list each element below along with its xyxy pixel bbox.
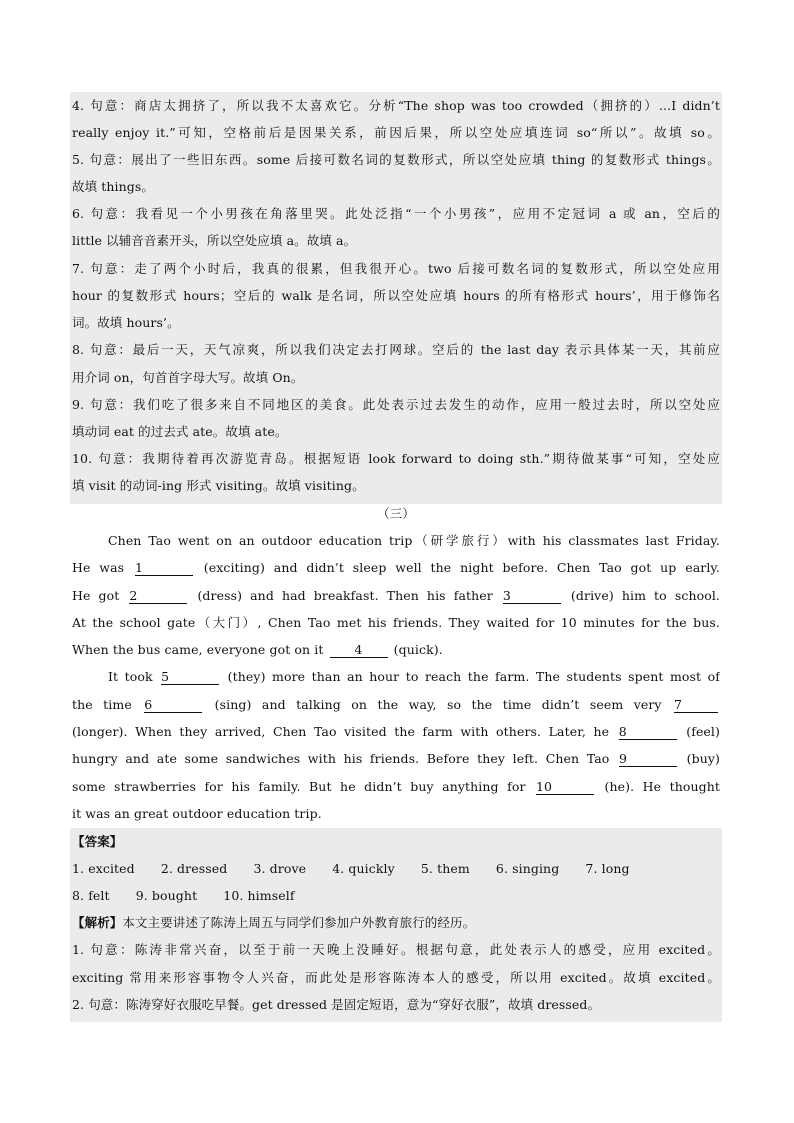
analysis-intro: 本文主要讲述了陈涛上周五与同学们参加户外教育旅行的经历。 [122, 915, 476, 930]
passage-line [72, 582, 720, 609]
passage-text: (they) more than an hour to reach the farm. The students spent most of [227, 669, 720, 684]
answer-item: 1. excited [72, 861, 135, 876]
analysis-intro-line [72, 909, 720, 936]
explanation-line: 5. 句意：展出了一些旧东西。some 后接可数名词的复数形式，所以空处应填 thing 的复数形式 things。 [72, 152, 720, 167]
passage-text: He got [72, 588, 120, 603]
passage-line: it was an great outdoor education trip. [72, 806, 322, 821]
passage-text: It took [108, 669, 153, 684]
passage-line [72, 718, 720, 745]
passage-text: (sing) and talking on the way, so the time didn’t seem very [214, 697, 662, 712]
answer-heading: 【答案】 [72, 834, 123, 849]
answer-item: 10. himself [223, 888, 295, 903]
explanation-line: 填 visit 的动词-ing 形式 visiting。故填 visiting。 [72, 478, 365, 493]
passage-text: (dress) and had breakfast. Then his father [197, 588, 493, 603]
analysis-line: 1. 句意：陈涛非常兴奋，以至于前一天晚上没睡好。根据句意，此处表示人的感受，应用 excited。 [72, 942, 720, 957]
blank-6: 6 [144, 698, 202, 713]
blank-7: 7 [674, 698, 718, 713]
blank-8: 8 [619, 725, 677, 740]
answer-item: 9. bought [135, 888, 198, 903]
passage-text: (quick). [393, 642, 443, 657]
passage-line [72, 663, 720, 690]
answer-item: 6. singing [495, 861, 560, 876]
passage-text: (exciting) and didn’t sleep well the night before. Chen Tao got up early. [203, 560, 720, 575]
analysis-line: exciting 常用来形容事物令人兴奋，而此处是形容陈涛本人的感受，所以用 excited。故填 excited。 [72, 970, 720, 985]
blank-10: 10 [536, 780, 594, 795]
passage-text: He was [72, 560, 125, 575]
passage-text: (longer). When they arrived, Chen Tao visited the farm with others. Later, he [72, 724, 610, 739]
answer-item: 4. quickly [332, 861, 395, 876]
explanation-line: 词。故填 hours’。 [72, 315, 180, 330]
blank-5: 5 [161, 670, 219, 685]
answer-item: 2. dressed [160, 861, 228, 876]
answers-row [72, 882, 720, 909]
blank-1: 1 [135, 561, 193, 576]
explanation-line: 用介词 on，句首首字母大写。故填 On。 [72, 370, 304, 385]
passage-line [72, 745, 720, 772]
passage-text: (feel) [686, 724, 720, 739]
answer-item: 8. felt [72, 888, 110, 903]
passage-line: Chen Tao went on an outdoor education trip（研学旅行）with his classmates last Friday. [108, 533, 720, 548]
passage-line [72, 554, 720, 581]
section-title: （三） [377, 506, 415, 521]
explanation-line: 6. 句意：我看见一个小男孩在角落里哭。此处泛指“一个小男孩”，应用不定冠词 a 或 an，空后的 [72, 206, 720, 221]
passage-text: (he). He thought [604, 779, 720, 794]
blank-9: 9 [619, 752, 677, 767]
explanation-line: hour 的复数形式 hours；空后的 walk 是名词，所以空处应填 hours 的所有格形式 hours’，用于修饰名 [72, 288, 720, 303]
passage-text: When the bus came, everyone got on it [72, 642, 324, 657]
explanation-line: 填动词 eat 的过去式 ate。故填 ate。 [72, 424, 288, 439]
explanation-line: 7. 句意：走了两个小时后，我真的很累，但我很开心。two 后接可数名词的复数形式，所以空处应用 [72, 261, 720, 276]
answer-item: 3. drove [253, 861, 307, 876]
answers-row [72, 855, 720, 882]
passage-text: hungry and ate some sandwiches with his friends. Before they left. Chen Tao [72, 751, 610, 766]
passage-text: (buy) [686, 751, 720, 766]
passage-text: the time [72, 697, 132, 712]
blank-2: 2 [129, 589, 187, 604]
passage-line [72, 636, 720, 663]
explanation-line: 4. 句意：商店太拥挤了，所以我不太喜欢它。分析“The shop was too crowded（拥挤的）...I didn’t [72, 98, 720, 113]
passage-line [72, 773, 720, 800]
explanation-line: 故填 things。 [72, 179, 155, 194]
passage-line [72, 691, 720, 718]
analysis-heading: 【解析】 [72, 915, 123, 930]
passage-text: (drive) him to school. [570, 588, 720, 603]
explanation-line: really enjoy it.”可知，空格前后是因果关系，前因后果，所以空处应填连词 so“所以”。故填 so。 [72, 125, 720, 140]
explanation-line: 8. 句意：最后一天，天气凉爽，所以我们决定去打网球。空后的 the last day 表示具体某一天，其前应 [72, 342, 720, 357]
answer-item: 5. them [420, 861, 470, 876]
passage-text: some strawberries for his family. But he didn’t buy anything for [72, 779, 526, 794]
blank-3: 3 [503, 589, 561, 604]
explanation-line: 10. 句意：我期待着再次游览青岛。根据短语 look forward to doing sth.”期待做某事“可知，空处应 [72, 451, 720, 466]
blank-4: 4 [330, 643, 388, 658]
explanation-line: little 以辅音音素开头，所以空处应填 a。故填 a。 [72, 233, 357, 248]
explanation-line: 9. 句意：我们吃了很多来自不同地区的美食。此处表示过去发生的动作，应用一般过去时，所以空处应 [72, 397, 720, 412]
passage-line: At the school gate（大门）, Chen Tao met his friends. They waited for 10 minutes for the bus. [72, 615, 720, 630]
answer-item: 7. long [585, 861, 630, 876]
analysis-line: 2. 句意：陈涛穿好衣服吃早餐。get dressed 是固定短语，意为“穿好衣服”，故填 dressed。 [72, 997, 601, 1012]
